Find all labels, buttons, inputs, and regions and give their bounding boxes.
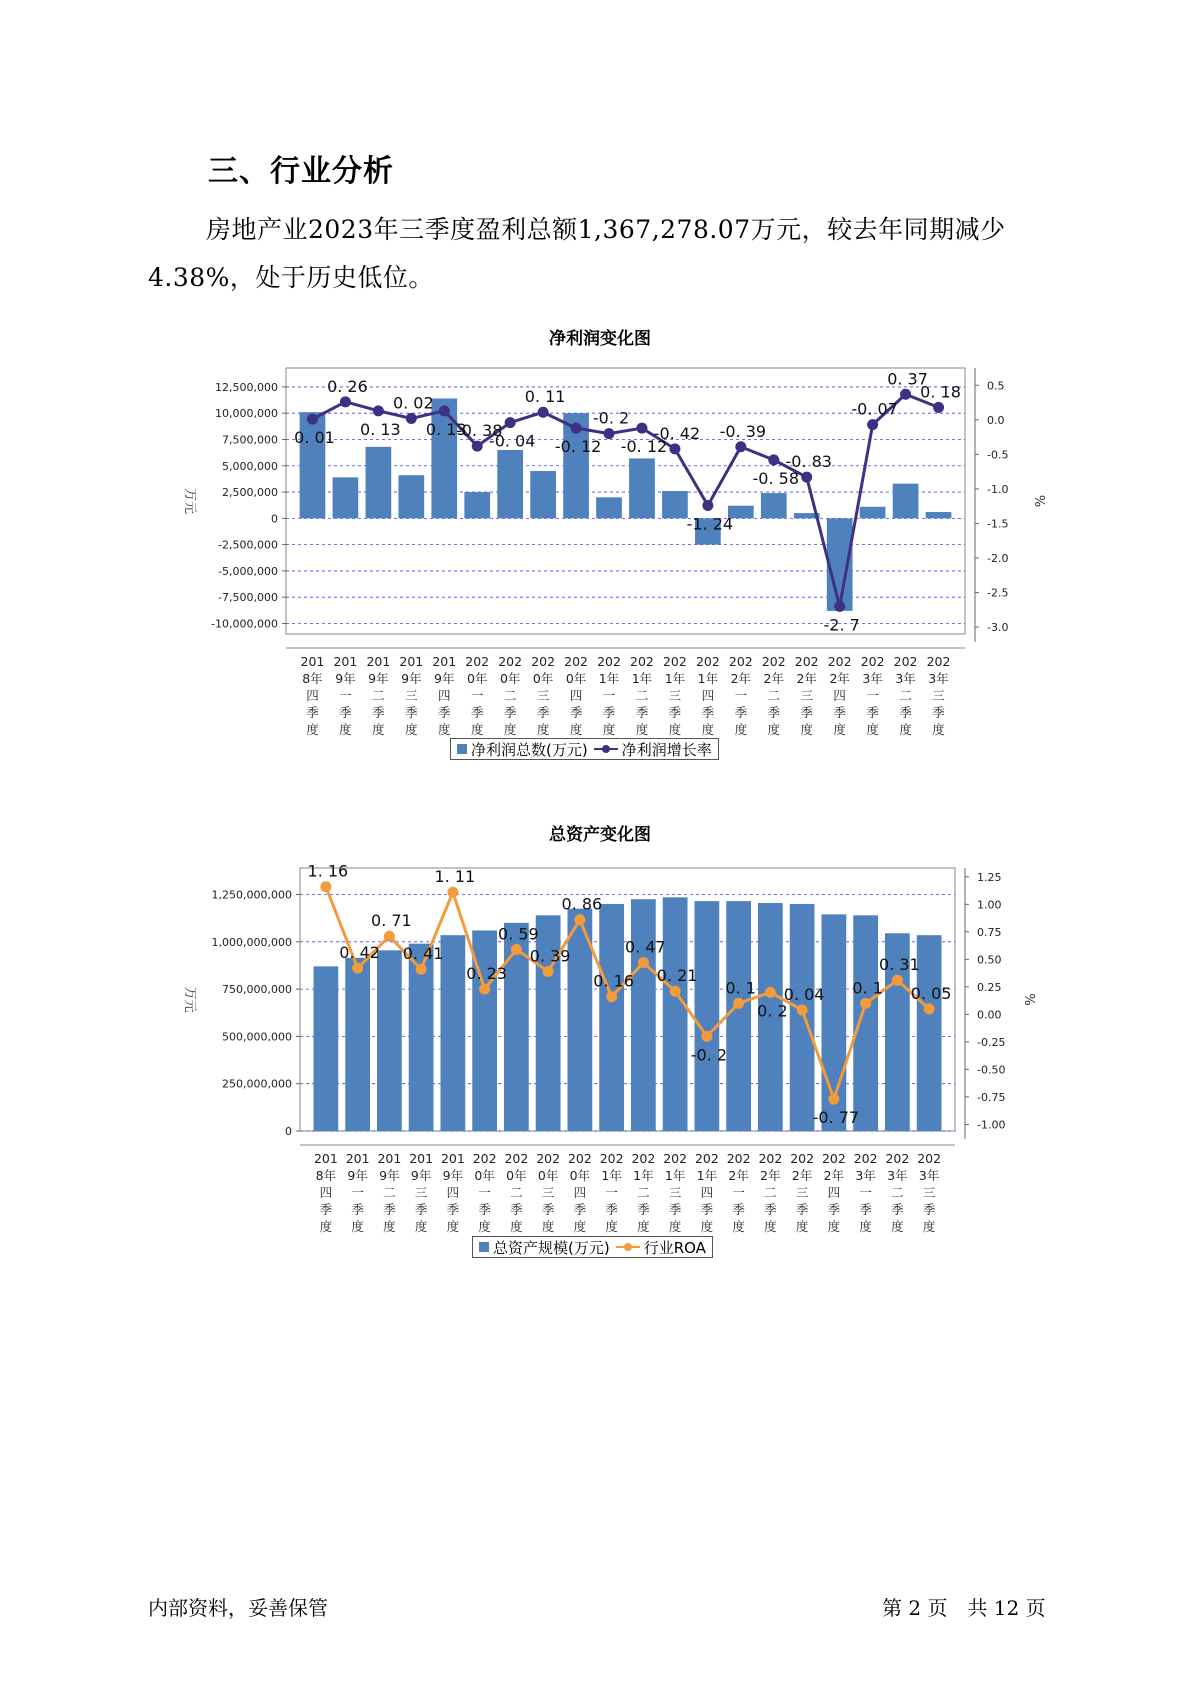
line-point xyxy=(900,389,911,400)
y2-axis-label: % xyxy=(1021,993,1036,1006)
line-point xyxy=(828,1094,839,1105)
net-profit-chart xyxy=(0,350,1191,770)
line-point xyxy=(340,396,351,407)
y2-tick-label: -0.25 xyxy=(977,1035,1006,1049)
total-assets-chart xyxy=(0,846,1191,1266)
x-tick-label: 202 1年一季度 xyxy=(599,1151,624,1234)
x-tick-label: 202 3年一季度 xyxy=(860,654,885,737)
line-point xyxy=(472,441,483,452)
line-point xyxy=(765,987,776,998)
y-tick-label: 1,250,000,000 xyxy=(211,888,292,902)
x-tick-label: 202 1年一季度 xyxy=(597,654,621,737)
y-tick-label: 2,500,000 xyxy=(222,486,278,500)
line-point xyxy=(543,966,554,977)
x-tick-label: 202 0年二季度 xyxy=(498,654,523,737)
data-label: 1. 11 xyxy=(434,867,476,887)
x-tick-label: 202 2年四季度 xyxy=(827,654,852,737)
data-label: -0. 07 xyxy=(851,399,898,419)
bar xyxy=(893,484,919,519)
y2-axis-label: % xyxy=(1031,494,1046,508)
bar xyxy=(694,901,719,1131)
data-label: 0. 18 xyxy=(920,382,961,402)
y-tick-label: -5,000,000 xyxy=(218,564,278,578)
x-tick-label: 201 8年四季度 xyxy=(313,1151,338,1234)
y-tick-label: -2,500,000 xyxy=(218,538,278,552)
bar-swatch-icon xyxy=(457,744,467,754)
line-point xyxy=(538,407,549,418)
data-label: 0. 13 xyxy=(425,419,467,439)
x-tick-label: 201 9年一季度 xyxy=(333,654,358,737)
y-axis-label: 万元 xyxy=(182,986,197,1013)
data-label: 0. 26 xyxy=(327,376,368,396)
x-tick-label: 202 1年二季度 xyxy=(630,654,654,737)
x-tick-label: 202 1年四季度 xyxy=(695,654,720,737)
bar xyxy=(377,950,402,1131)
x-tick-label: 201 9年四季度 xyxy=(440,1151,465,1234)
x-tick-label: 202 2年四季度 xyxy=(821,1151,846,1234)
legend-label-net-profit: 净利润总数(万元) xyxy=(471,740,588,759)
line-point xyxy=(505,417,516,428)
data-label: 1. 16 xyxy=(307,861,349,881)
bar xyxy=(926,512,952,518)
data-label: -0. 2 xyxy=(592,408,630,428)
bar xyxy=(663,897,688,1131)
bar xyxy=(596,497,622,518)
chart1-title: 净利润变化图 xyxy=(549,329,651,349)
legend-label-roa: 行业ROA xyxy=(643,1238,706,1257)
bar xyxy=(790,904,815,1131)
line-point xyxy=(735,441,746,452)
y2-tick-label: -2.0 xyxy=(987,552,1009,565)
y2-tick-label: -1.0 xyxy=(987,482,1009,496)
bar xyxy=(599,904,624,1131)
data-label: -0. 83 xyxy=(785,452,832,472)
x-tick-label: 202 0年一季度 xyxy=(465,654,490,737)
x-tick-label: 202 2年二季度 xyxy=(758,1151,783,1234)
line-point xyxy=(511,944,522,955)
bar xyxy=(398,475,424,518)
data-label: 0. 23 xyxy=(466,964,507,984)
x-tick-label: 202 1年四季度 xyxy=(694,1151,719,1234)
data-label: 0. 71 xyxy=(371,911,412,931)
legend-label-growth-rate: 净利润增长率 xyxy=(621,740,712,759)
data-label: 0. 37 xyxy=(887,369,928,389)
line-point xyxy=(307,414,318,425)
bar xyxy=(440,935,465,1131)
legend-item-total-assets xyxy=(479,1237,610,1258)
y-tick-label: 0 xyxy=(271,512,278,526)
bar xyxy=(333,477,359,518)
line-point xyxy=(352,963,363,974)
line-point xyxy=(574,914,585,925)
data-label: -0. 12 xyxy=(554,437,602,457)
y2-tick-label: 0.75 xyxy=(977,925,1002,939)
y-tick-label: 500,000,000 xyxy=(222,1030,292,1044)
bar xyxy=(345,958,370,1131)
y2-tick-label: -1.00 xyxy=(977,1118,1006,1132)
bar xyxy=(853,915,878,1131)
y-tick-label: 250,000,000 xyxy=(222,1077,292,1091)
data-label: -0. 77 xyxy=(812,1108,860,1128)
line-point xyxy=(636,423,647,434)
data-label: -0. 38 xyxy=(455,421,503,441)
data-label: 0. 1 xyxy=(725,978,756,998)
x-tick-label: 202 3年三季度 xyxy=(926,654,951,737)
line-point xyxy=(860,998,871,1009)
y2-tick-label: -0.50 xyxy=(977,1063,1006,1077)
x-tick-label: 201 9年二季度 xyxy=(366,654,391,737)
line-point xyxy=(867,419,878,430)
line-swatch-icon xyxy=(594,743,618,755)
y-tick-label: 1,000,000,000 xyxy=(211,935,292,949)
data-label: 0. 47 xyxy=(625,937,666,957)
line-point xyxy=(606,991,617,1002)
data-label: -2. 7 xyxy=(823,615,860,635)
line-point xyxy=(638,957,649,968)
x-tick-label: 202 0年三季度 xyxy=(536,1151,561,1234)
bar xyxy=(431,398,457,518)
line-point xyxy=(406,413,417,424)
line-point xyxy=(447,887,458,898)
y-tick-label: 7,500,000 xyxy=(222,433,278,447)
bar xyxy=(464,492,490,518)
data-label: -0. 42 xyxy=(653,423,701,443)
y2-tick-label: -2.5 xyxy=(987,586,1009,600)
x-tick-label: 201 9年一季度 xyxy=(345,1151,370,1234)
legend-item-net-profit xyxy=(457,739,588,760)
x-tick-label: 202 2年一季度 xyxy=(728,654,753,737)
x-tick-label: 202 2年二季度 xyxy=(761,654,786,737)
data-label: 0. 41 xyxy=(402,944,444,964)
bar xyxy=(761,493,787,518)
line-point xyxy=(892,975,903,986)
line-point xyxy=(384,931,395,942)
line-point xyxy=(733,998,744,1009)
line-point xyxy=(768,454,779,465)
y-tick-label: -7,500,000 xyxy=(218,591,278,605)
data-label: 0. 39 xyxy=(529,946,571,966)
legend-item-roa xyxy=(616,1237,706,1258)
y-tick-label: -10,000,000 xyxy=(211,617,278,631)
y2-tick-label: -0.5 xyxy=(987,448,1009,462)
y2-tick-label: 0.25 xyxy=(977,980,1002,994)
x-tick-label: 202 0年二季度 xyxy=(504,1151,529,1234)
bar xyxy=(530,471,556,518)
y2-tick-label: -0.75 xyxy=(977,1090,1006,1104)
line-point xyxy=(924,1003,935,1014)
bar xyxy=(917,935,942,1131)
y-axis-label: 万元 xyxy=(182,487,197,515)
x-tick-label: 202 1年三季度 xyxy=(663,1151,688,1234)
x-tick-label: 202 3年二季度 xyxy=(885,1151,910,1234)
chart1-legend xyxy=(450,738,719,760)
bar xyxy=(860,507,886,519)
bar xyxy=(366,447,392,518)
legend-item-growth-rate xyxy=(594,739,712,760)
y2-tick-label: 1.25 xyxy=(977,870,1002,884)
bar xyxy=(629,458,655,518)
x-tick-label: 202 0年四季度 xyxy=(567,1151,592,1234)
y2-tick-label: -3.0 xyxy=(987,621,1009,635)
x-tick-label: 201 9年四季度 xyxy=(432,654,457,737)
line-point xyxy=(439,405,450,416)
line-swatch-icon xyxy=(616,1241,640,1253)
line-point xyxy=(320,881,331,892)
line-point xyxy=(834,601,845,612)
data-label: 0. 05 xyxy=(910,983,952,1003)
x-tick-label: 201 9年三季度 xyxy=(409,1151,434,1234)
data-label: 0. 1 xyxy=(852,978,883,998)
y2-tick-label: 0.50 xyxy=(977,953,1002,967)
data-label: -0. 58 xyxy=(752,468,800,488)
x-tick-label: 202 2年三季度 xyxy=(794,654,819,737)
x-tick-label: 201 9年三季度 xyxy=(399,654,424,737)
footer-left: 内部资料，妥善保管 xyxy=(148,1596,328,1620)
x-tick-label: 202 2年一季度 xyxy=(726,1151,751,1234)
line-point xyxy=(571,423,582,434)
x-tick-label: 202 0年一季度 xyxy=(472,1151,497,1234)
data-label: 0. 04 xyxy=(783,984,825,1004)
x-tick-label: 202 3年二季度 xyxy=(893,654,918,737)
chart2-legend xyxy=(472,1236,713,1258)
line-point xyxy=(701,1031,712,1042)
bar-swatch-icon xyxy=(479,1242,489,1252)
data-label: -1. 24 xyxy=(686,514,734,534)
chart2-title: 总资产变化图 xyxy=(549,825,651,845)
data-label: 0. 13 xyxy=(360,419,401,439)
line-point xyxy=(801,472,812,483)
data-label: 0. 59 xyxy=(498,924,539,944)
line-point xyxy=(669,443,680,454)
y2-tick-label: 1.00 xyxy=(977,898,1002,912)
x-tick-label: 201 9年二季度 xyxy=(377,1151,402,1234)
line-point xyxy=(797,1004,808,1015)
data-label: 0. 11 xyxy=(524,387,566,407)
y-tick-label: 0 xyxy=(285,1125,292,1138)
legend-label-total-assets: 总资产规模(万元) xyxy=(493,1238,610,1257)
x-tick-label: 202 3年三季度 xyxy=(917,1151,942,1234)
line-point xyxy=(670,986,681,997)
data-label: 0. 86 xyxy=(561,894,603,914)
x-tick-label: 201 8年四季度 xyxy=(300,654,325,737)
y-tick-label: 750,000,000 xyxy=(222,983,292,997)
bar xyxy=(631,899,656,1131)
y2-tick-label: -1.5 xyxy=(987,517,1009,531)
section-heading: 三、行业分析 xyxy=(208,154,394,189)
bar xyxy=(313,966,338,1131)
y-tick-label: 10,000,000 xyxy=(215,407,278,421)
analysis-paragraph: 房地产业2023年三季度盈利总额1,367,278.07万元，较去年同期减少4.38%，处于历史低位。 xyxy=(148,215,1006,292)
y2-tick-label: 0.0 xyxy=(987,413,1005,427)
line-point xyxy=(933,402,944,413)
line-point xyxy=(416,964,427,975)
data-label: 0. 01 xyxy=(294,428,335,448)
line-point xyxy=(373,405,384,416)
bar xyxy=(726,901,751,1131)
x-tick-label: 202 1年三季度 xyxy=(662,654,687,737)
x-tick-label: 202 0年四季度 xyxy=(564,654,589,737)
data-label: 0. 21 xyxy=(656,966,698,986)
data-label: 0. 31 xyxy=(879,955,920,975)
y2-tick-label: 0.00 xyxy=(977,1008,1002,1022)
data-label: -0. 39 xyxy=(719,421,767,441)
bar xyxy=(662,491,688,518)
data-label: -0. 2 xyxy=(690,1045,728,1065)
line-point xyxy=(702,500,713,511)
y-tick-label: 12,500,000 xyxy=(215,380,278,394)
bar xyxy=(497,450,523,518)
y2-tick-label: 0.5 xyxy=(987,379,1005,393)
x-tick-label: 202 0年三季度 xyxy=(531,654,556,737)
data-label: 0. 42 xyxy=(339,943,380,963)
line-point xyxy=(604,428,615,439)
x-tick-label: 202 1年二季度 xyxy=(631,1151,656,1234)
y-tick-label: 5,000,000 xyxy=(222,459,278,473)
data-label: -0. 12 xyxy=(620,437,668,457)
x-tick-label: 202 2年三季度 xyxy=(790,1151,815,1234)
footer-right: 第 2 页 共 12 页 xyxy=(882,1596,1046,1620)
data-label: -0. 04 xyxy=(488,431,536,451)
data-label: 0. 2 xyxy=(757,1001,788,1021)
data-label: 0. 02 xyxy=(392,393,434,413)
line-point xyxy=(479,984,490,995)
x-tick-label: 202 3年一季度 xyxy=(853,1151,878,1234)
data-label: 0. 16 xyxy=(593,971,634,991)
